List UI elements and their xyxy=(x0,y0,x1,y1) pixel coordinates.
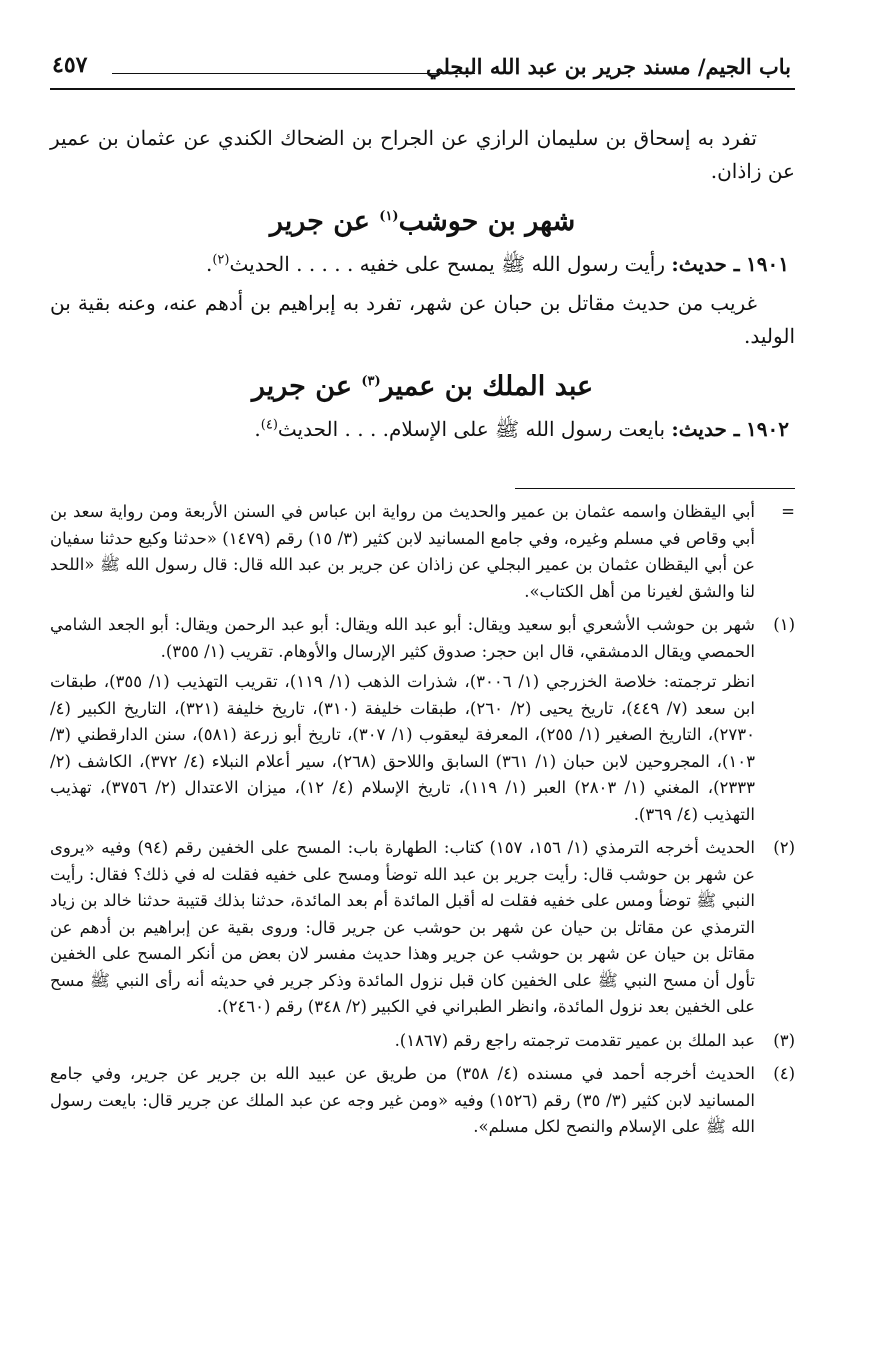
footnote-mark: (٣) xyxy=(773,1030,795,1050)
heading-text-suffix: عن جرير xyxy=(251,371,362,402)
footnote-ref-3[interactable]: (٣) xyxy=(361,374,381,389)
page-number: ٤٥٧ xyxy=(52,52,88,78)
header-rule xyxy=(112,73,475,74)
footnote-2 xyxy=(50,835,795,1025)
section-heading-abdulmalik xyxy=(50,367,795,407)
footnote-text: شهر بن حوشب الأشعري أبو سعيد ويقال: أبو عبد الله ويقال: أبو عبد الرحمن ويقال: أبو الجعد الشامي الحمصي ويقال الدمشقي، قال ابن حجر: صدوق كثير الإرسال والأوهام. تقريب (١/ ٣٥٥). xyxy=(50,615,755,661)
footnote-1 xyxy=(50,612,795,832)
running-title: باب الجيم/ مسند جرير بن عبد الله البجلي xyxy=(425,54,791,79)
hadith-text: رأيت رسول الله ﷺ يمسح على خفيه . . . . . الحديث xyxy=(229,252,672,276)
page-header xyxy=(50,40,795,90)
footnotes xyxy=(50,499,795,1145)
hadith-comment: غريب من حديث مقاتل بن حبان عن شهر، تفرد به إبراهيم بن أدهم عنه، وعنه بقية بن الوليد. xyxy=(50,291,795,348)
footnote-separator xyxy=(515,488,795,489)
book-page xyxy=(50,40,795,1148)
main-text xyxy=(50,122,795,446)
hadith-text: بايعت رسول الله ﷺ على الإسلام. . . . الحديث xyxy=(277,417,672,441)
footnote-continuation xyxy=(50,499,795,609)
section-heading-shahr xyxy=(50,202,795,242)
footnote-mark: (٤) xyxy=(773,1064,795,1083)
footnote-text: الحديث أخرجه أحمد في مسنده (٤/ ٣٥٨) من طريق عن عبيد الله بن جرير عن جرير، وفي جامع المسانيد لابن كثير (٣/ ٣٥) رقم (١٥٢٦) وفيه «ومن غير وجه عن عبد الملك عن جرير قال: بايعت رسول الله ﷺ على الإسلام والنصح لكل مسلم». xyxy=(50,1064,756,1136)
hadith-1902 xyxy=(50,413,795,446)
footnote-mark: (١) xyxy=(773,615,795,634)
heading-text-suffix: عن جرير xyxy=(269,206,380,237)
hadith-number: ١٩٠١ xyxy=(746,252,789,276)
hadith-1901 xyxy=(50,248,795,281)
hadith-number: ١٩٠٢ xyxy=(746,417,789,441)
footnote-mark: = xyxy=(781,502,795,521)
footnote-text: عبد الملك بن عمير تقدمت ترجمته راجع رقم (١٨٦٧). xyxy=(394,1030,755,1050)
hadith-label: ـ حديث: xyxy=(671,417,740,441)
footnote-text-references: انظر ترجمته: خلاصة الخزرجي (١/ ٣٠٠٦)، شذرات الذهب (١/ ١١٩)، تقريب التهذيب (١/ ٣٥٥)، طبقات ابن سعد (٧/ ٤٤٩)، تاريخ يحيى (٢/ ٢٦٠)، طبقات خليفة (٣١٠)، تاريخ خليفة (٣٢١)، التاريخ الكبير (٤/ ٢٧٣٠)، التاريخ الصغير (١/ ٢٥٥)، المعرفة ليعقوب (١/ ٣٠٧)، تاريخ أبو زرعة (٥٨١)، سنن الدارقطني (٣/ ١٠٣)، المجروحين لابن حبان (١/ ٣٦١) السابق واللاحق (٢٦٨)، سير أعلام النبلاء (٤/ ٣٧٢)، الكاشف (٢/ ٢٣٣٣)، المغني (١/ ٢٨٠٣) العبر (١/ ١١٩)، تاريخ الإسلام (٤/ ١٢)، ميزان الاعتدال (٢/ ٣٧٥٦)، تهذيب التهذيب (٤/ ٣٦٩). xyxy=(50,672,755,824)
footnote-ref-2[interactable]: (٢) xyxy=(212,252,230,268)
footnote-ref-4[interactable]: (٤) xyxy=(260,417,278,433)
hadith-end: . xyxy=(205,252,213,276)
footnote-mark: (٢) xyxy=(773,838,795,857)
hadith-end: . xyxy=(254,417,261,441)
footnote-text: الحديث أخرجه الترمذي (١/ ١٥٦، ١٥٧) كتاب: الطهارة باب: المسح على الخفين رقم (٩٤) وفيه «يروى عن شهر بن حوشب قال: رأيت جرير بن عبد الله توضأ ومسح على خفيه فقلت له في ذلك؟ فقال: رأيت النبي ﷺ توضأ ومس على خفيه فقلت له أقبل المائدة أم بعد المائدة، حدثنا بذلك قتيبة حدثنا خالد بن زياد الترمذي عن مقاتل بن حيان عن شهر بن حوشب عن جرير قال: وروى بقية عن إبراهيم بن أدهم عن مقاتل بن حيان عن شهر بن حوشب عن جرير وهذا حديث مفسر لان بعض من أنكر المسح على الخفين تأول أن مسح النبي ﷺ على الخفين كان قبل نزول المائدة وذكر جرير في حديثه أنه رأى النبي ﷺ مسح على الخفين بعد نزول المائدة، وانظر الطبراني في الكبير (٢/ ٣٤٨) رقم (٢٤٦٠). xyxy=(50,838,755,1016)
footnote-ref-1[interactable]: (١) xyxy=(379,209,399,224)
footnote-4 xyxy=(50,1061,795,1145)
heading-text: شهر بن حوشب xyxy=(398,206,576,237)
footnote-text: أبي اليقظان واسمه عثمان بن عمير والحديث من رواية ابن عباس في السنن الأربعة ومن رواية سعد بن أبي وقاص في مسلم وغيره، وفي جامع المسانيد لابن كثير (٣/ ١٥) رقم (١٤٧٩) «حدثنا وكيع حدثنا سفيان عن أبي اليقظان عثمان بن عمير البجلي عن زاذان عن جرير بن عبد الله قال: قال رسول الله ﷺ «اللحد لنا والشق لغيرنا من أهل الكتاب». xyxy=(50,502,755,601)
intro-paragraph: تفرد به إسحاق بن سليمان الرازي عن الجراح بن الضحاك الكندي عن عثمان بن عمير عن زاذان. xyxy=(50,126,795,183)
footnote-3 xyxy=(50,1028,795,1059)
hadith-label: ـ حديث: xyxy=(671,252,740,276)
heading-text: عبد الملك بن عمير xyxy=(380,371,594,402)
